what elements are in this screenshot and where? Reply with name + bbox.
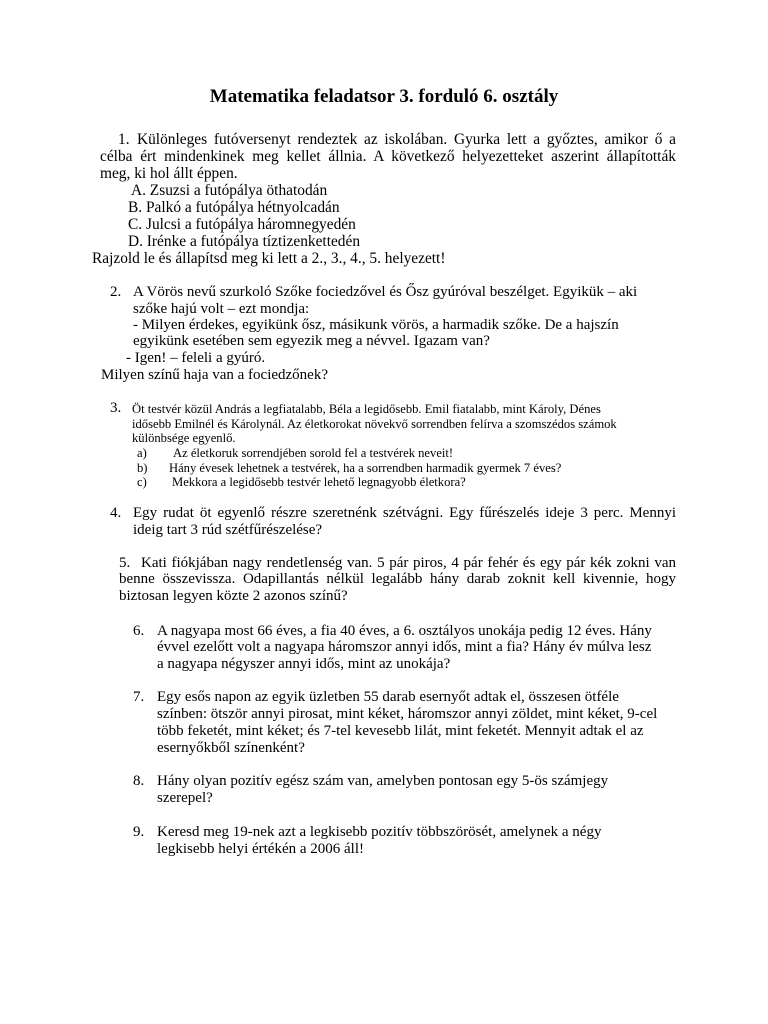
- problem-7-line-2: színben: ötször annyi pirosat, mint kéket, háromszor annyi zöldet, mint kéket, 9-cel: [157, 706, 658, 722]
- problem-5-line-1: Kati fiókjában nagy rendetlenség van. 5 pár piros, 4 pár fehér és egy pár kék zokni van: [141, 555, 676, 571]
- problem-7-line-3: több feketét, mint kéket; és 7-tel kevesebb lilát, mint feketét. Mennyit adtak el az: [157, 723, 644, 739]
- problem-3-item-c-label: c): [137, 475, 147, 489]
- problem-3-item-b-label: b): [137, 461, 148, 475]
- problem-6-number: 6.: [133, 623, 145, 639]
- problem-2-line-3: - Milyen érdekes, egyikünk ősz, másikunk vörös, a harmadik szőke. De a hajszín: [133, 317, 619, 333]
- problem-1-option-a: A. Zsuzsi a futópálya öthatodán: [131, 182, 328, 199]
- problem-1-line-2: célba ért mindenkinek meg kellet állnia. A következő helyezetteket aszerint állapították: [100, 148, 676, 165]
- problem-9-number: 9.: [133, 824, 145, 840]
- problem-6-line-2: évvel ezelőtt volt a nagyapa háromszor annyi idős, mint a fia? Hány év múlva lesz: [157, 639, 652, 655]
- problem-3-item-c-text: Mekkora a legidősebb testvér lehető legnagyobb életkora?: [172, 475, 466, 489]
- problem-5-line-2: benne összevissza. Odapillantás nélkül legalább hány darab zoknit kell kivennie, hogy: [119, 571, 676, 587]
- page-title: Matematika feladatsor 3. forduló 6. osztály: [209, 86, 559, 107]
- problem-1-option-c: C. Julcsi a futópálya háromnegyedén: [128, 216, 356, 233]
- problem-5-line-3: biztosan legyen közte 2 azonos színű?: [119, 588, 348, 604]
- problem-1-option-b: B. Palkó a futópálya hétnyolcadán: [128, 199, 340, 216]
- problem-1-number: 1.: [118, 131, 130, 148]
- problem-4-line-1: Egy rudat öt egyenlő részre szeretnénk szétvágni. Egy fűrészelés ideje 3 perc. Mennyi: [133, 505, 676, 521]
- problem-7-line-1: Egy esős napon az egyik üzletben 55 darab esernyőt adtak el, összesen ötféle: [157, 689, 619, 705]
- problem-7-line-4: esernyőkből színenként?: [157, 740, 305, 756]
- problem-9-line-1: Keresd meg 19-nek azt a legkisebb pozitív többszörösét, amelynek a négy: [157, 824, 602, 840]
- problem-8-line-2: szerepel?: [157, 790, 213, 806]
- problem-2-line-5: - Igen! – feleli a gyúró.: [126, 350, 266, 366]
- problem-2-line-1: A Vörös nevű szurkoló Szőke fociedzővel és Ősz gyúróval beszélget. Egyikük – aki: [133, 284, 638, 300]
- problem-4-line-2: ideig tart 3 rúd szétfűrészelése?: [133, 522, 323, 538]
- problem-5-number: 5.: [119, 555, 131, 571]
- problem-6-line-1: A nagyapa most 66 éves, a fia 40 éves, a 6. osztályos unokája pedig 12 éves. Hány: [157, 623, 652, 639]
- problem-3-item-b-text: Hány évesek lehetnek a testvérek, ha a sorrendben harmadik gyermek 7 éves?: [169, 461, 562, 475]
- problem-1-task: Rajzold le és állapítsd meg ki lett a 2., 3., 4., 5. helyezett!: [92, 250, 446, 267]
- problem-1-line-3: meg, ki hol állt éppen.: [100, 165, 238, 182]
- problem-8-number: 8.: [133, 773, 145, 789]
- problem-3-line-3: különbsége egyenlő.: [132, 431, 236, 445]
- problem-3-line-2: idősebb Emilnél és Károlynál. Az életkorokat növekvő sorrendben felírva a szomszédos számok: [132, 417, 617, 431]
- problem-2-line-2: szőke hajú volt – ezt mondja:: [133, 301, 310, 317]
- problem-3-number: 3.: [110, 400, 122, 416]
- problem-8-line-1: Hány olyan pozitív egész szám van, amelyben pontosan egy 5-ös számjegy: [157, 773, 609, 789]
- problem-3-item-a-text: Az életkoruk sorrendjében sorold fel a testvérek neveit!: [173, 446, 454, 460]
- problem-9-line-2: legkisebb helyi értékén a 2006 áll!: [157, 841, 365, 857]
- problem-6-line-3: a nagyapa négyszer annyi idős, mint az unokája?: [157, 656, 451, 672]
- problem-3-item-a-label: a): [137, 446, 147, 460]
- problem-7-number: 7.: [133, 689, 145, 705]
- problem-1-line-1: Különleges futóversenyt rendeztek az iskolában. Gyurka lett a győztes, amikor ő a: [137, 131, 676, 148]
- problem-3-line-1: Öt testvér közül András a legfiatalabb, Béla a legidősebb. Emil fiatalabb, mint Károly, Dénes: [132, 402, 601, 416]
- problem-4-number: 4.: [110, 505, 122, 521]
- problem-2-number: 2.: [110, 284, 122, 300]
- problem-1-option-d: D. Irénke a futópálya tíztizenkettedén: [128, 233, 361, 250]
- problem-2-line-6: Milyen színű haja van a fociedzőnek?: [101, 367, 328, 383]
- problem-2-line-4: egyikünk esetében sem egyezik meg a névvel. Igazam van?: [133, 333, 490, 349]
